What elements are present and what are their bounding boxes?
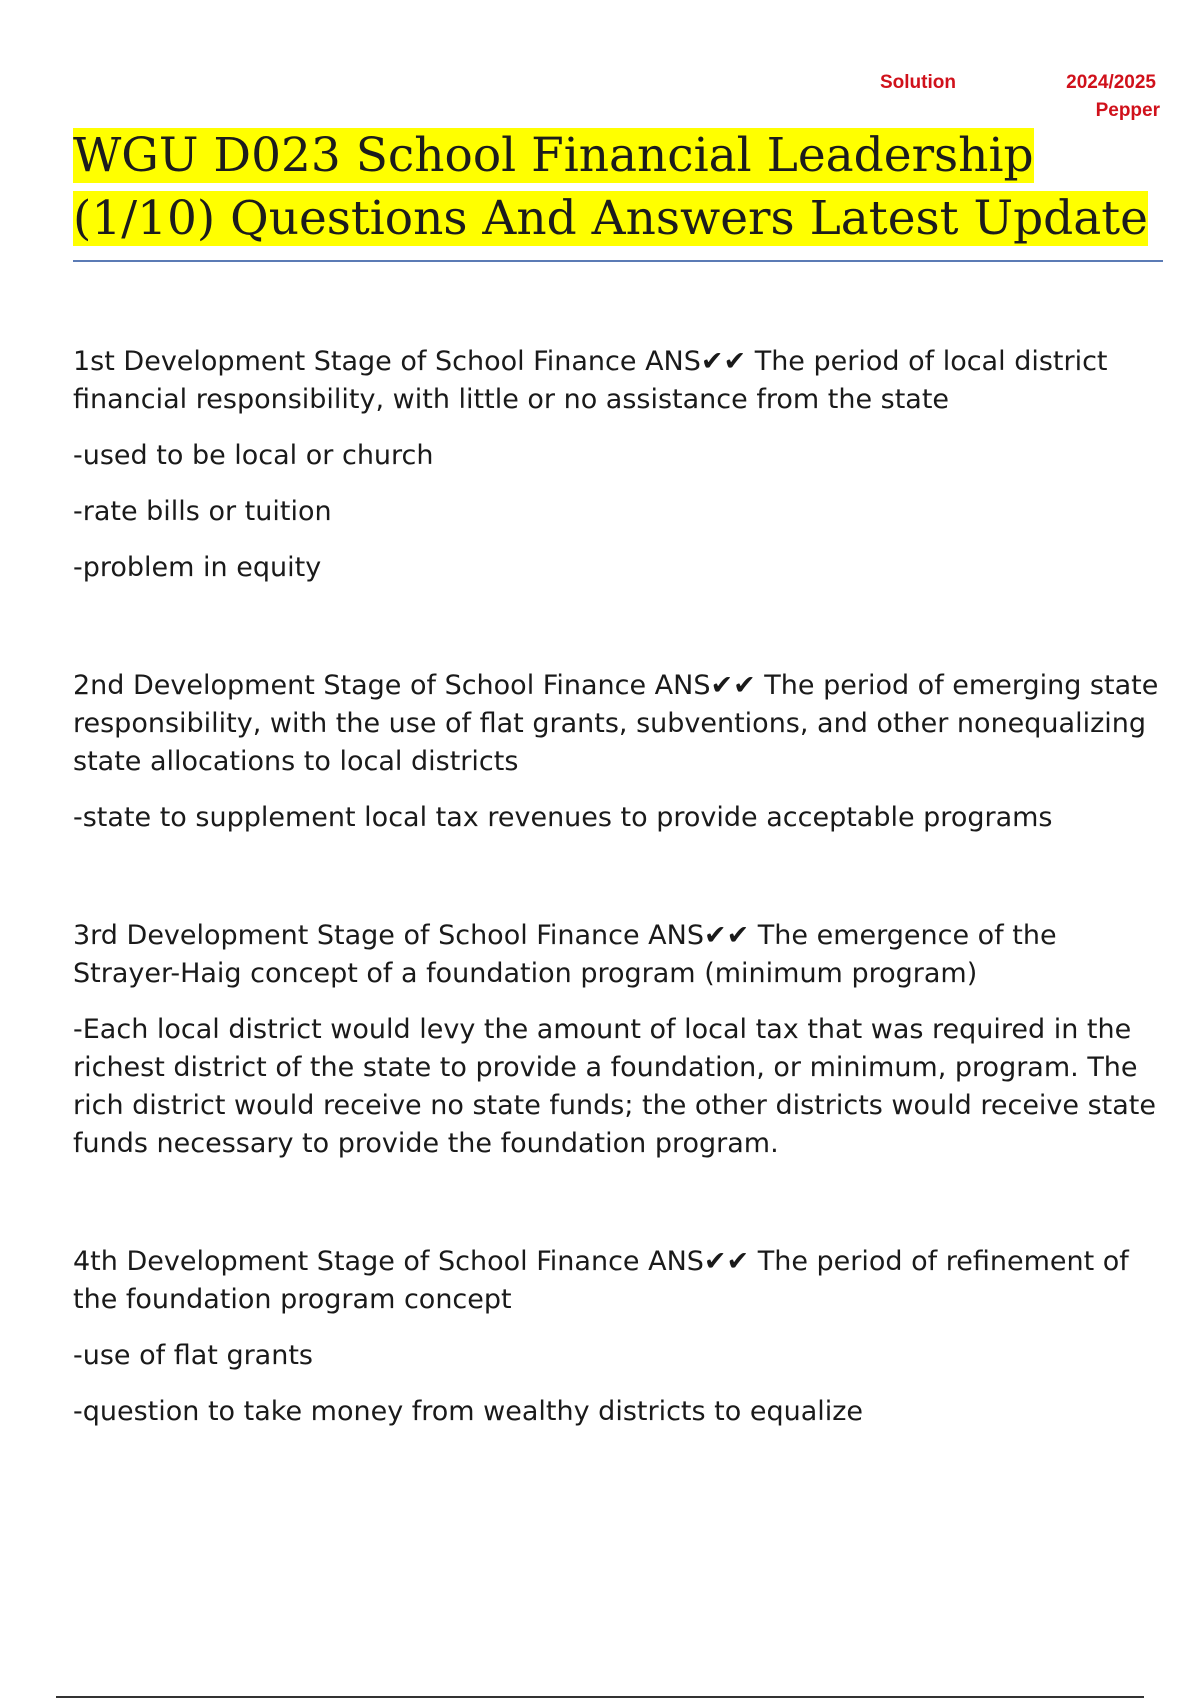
solution-label: Solution: [880, 72, 956, 93]
qa-content: [73, 343, 1163, 1431]
page-title: [73, 124, 1163, 250]
qa-item-4: [73, 1243, 1163, 1431]
qa-note: -use of flat grants: [73, 1340, 313, 1371]
qa-note: -used to be local or church: [73, 440, 434, 471]
highlighted-title: WGU D023 School Financial Leadership (1/10) Questions And Answers Latest Update: [73, 128, 1148, 246]
qa-note: -state to supplement local tax revenues to provide acceptable programs: [73, 802, 1053, 833]
qa-answer: 3rd Development Stage of School Finance ANS✔✔ The emergence of the Strayer-Haig concept of a foundation program (minimum program): [73, 920, 1057, 989]
qa-item-1: [73, 343, 1163, 587]
qa-item-2: [73, 667, 1163, 837]
qa-note: -rate bills or tuition: [73, 496, 332, 527]
title-block: [73, 124, 1163, 262]
qa-note: -problem in equity: [73, 552, 322, 583]
year-label: 2024/2025: [1066, 72, 1156, 93]
qa-answer: 2nd Development Stage of School Finance ANS✔✔ The period of emerging state responsibility, with the use of flat grants, subventions, and other nonequalizing state allocations to local districts: [73, 670, 1159, 777]
footer-divider: [56, 1696, 1144, 1698]
qa-answer: 4th Development Stage of School Finance ANS✔✔ The period of refinement of the foundation program concept: [73, 1246, 1129, 1315]
qa-item-3: [73, 917, 1163, 1163]
author-label: Pepper: [1095, 100, 1160, 121]
qa-answer: 1st Development Stage of School Finance ANS✔✔ The period of local district financial responsibility, with little or no assistance from the state: [73, 346, 1108, 415]
qa-note: -question to take money from wealthy districts to equalize: [73, 1396, 864, 1427]
document-header: [880, 72, 1160, 132]
qa-note: -Each local district would levy the amount of local tax that was required in the richest district of the state to provide a foundation, or minimum, program. The rich district would receive no state funds; the other districts would receive state funds necessary to provide the foundation program.: [73, 1014, 1157, 1159]
